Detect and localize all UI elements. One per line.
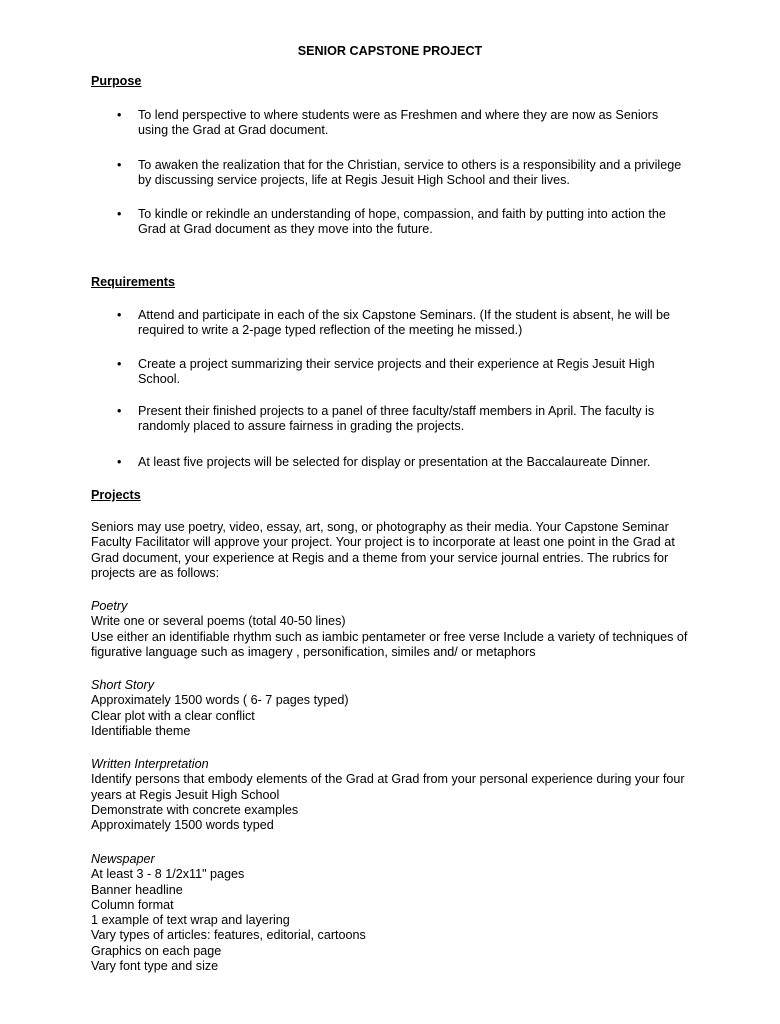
bullet-icon: •	[117, 404, 122, 418]
rubric-line: Vary types of articles: features, editorial, cartoons	[91, 928, 366, 943]
projects-intro: Seniors may use poetry, video, essay, art, song, or photography as their media. Your Capstone Seminar Faculty Facilitator will approve your project. Your project is to incorporate at least one point in the Grad at Grad document, your experience at Regis and a theme from your service journal entries. The rubrics for projects are as follows:	[91, 520, 675, 580]
rubric-line: Approximately 1500 words ( 6- 7 pages typed)	[91, 693, 349, 708]
bullet-icon: •	[117, 207, 122, 221]
requirement-item: Attend and participate in each of the six Capstone Seminars. (If the student is absent, he will be required to write a 2-page typed reflection of the meeting he missed.)	[138, 308, 671, 338]
purpose-item: To kindle or rekindle an understanding of hope, compassion, and faith by putting into action the Grad at Grad document as they move into the future.	[138, 207, 666, 237]
rubric-line: Column format	[91, 897, 174, 912]
requirements-heading: Requirements	[91, 275, 175, 289]
rubric-title: Short Story	[91, 678, 154, 692]
rubric-line: Identifiable theme	[91, 723, 191, 738]
rubric-title: Written Interpretation	[91, 757, 209, 771]
rubric-line: Write one or several poems (total 40-50 lines)	[91, 614, 346, 629]
purpose-heading: Purpose	[91, 74, 142, 88]
purpose-item: To awaken the realization that for the Christian, service to others is a responsibility and a privilege by discussing service projects, life at Regis Jesuit High School and their lives.	[138, 158, 682, 188]
bullet-icon: •	[117, 108, 122, 122]
rubric-poetry	[91, 599, 691, 660]
requirement-item: Create a project summarizing their service projects and their experience at Regis Jesuit High School.	[138, 357, 655, 387]
rubric-line: 1 example of text wrap and layering	[91, 913, 290, 928]
requirement-item: Present their finished projects to a panel of three faculty/staff members in April. The faculty is randomly placed to assure fairness in grading the projects.	[138, 404, 655, 434]
rubric-line: Vary font type and size	[91, 959, 219, 974]
requirement-item: At least five projects will be selected for display or presentation at the Baccalaureate Dinner.	[138, 455, 651, 469]
projects-heading: Projects	[91, 488, 141, 502]
bullet-icon: •	[117, 158, 122, 172]
bullet-icon: •	[117, 308, 122, 322]
rubric-line: Demonstrate with concrete examples	[91, 802, 299, 817]
rubric-short-story	[91, 678, 691, 739]
purpose-item: To lend perspective to where students were as Freshmen and where they are now as Seniors using the Grad at Grad document.	[138, 108, 659, 138]
rubric-written-interpretation	[91, 757, 691, 833]
rubric-line: Use either an identifiable rhythm such as iambic pentameter or free verse Include a variety of techniques of figurative language such as imagery , personification, similes and/ or metaphors	[91, 629, 688, 659]
rubric-line: Banner headline	[91, 882, 183, 897]
rubric-line: Approximately 1500 words typed	[91, 818, 274, 833]
rubric-newspaper	[91, 852, 691, 974]
rubric-title: Poetry	[91, 599, 128, 613]
rubric-title: Newspaper	[91, 852, 155, 866]
rubric-line: Graphics on each page	[91, 943, 222, 958]
rubric-line: Identify persons that embody elements of the Grad at Grad from your personal experience during your four years at Regis Jesuit High School	[91, 772, 685, 802]
bullet-icon: •	[117, 357, 122, 371]
rubric-line: At least 3 - 8 1/2x11" pages	[91, 867, 245, 882]
document-title: SENIOR CAPSTONE PROJECT	[297, 44, 483, 58]
rubric-line: Clear plot with a clear conflict	[91, 708, 255, 723]
bullet-icon: •	[117, 455, 122, 469]
